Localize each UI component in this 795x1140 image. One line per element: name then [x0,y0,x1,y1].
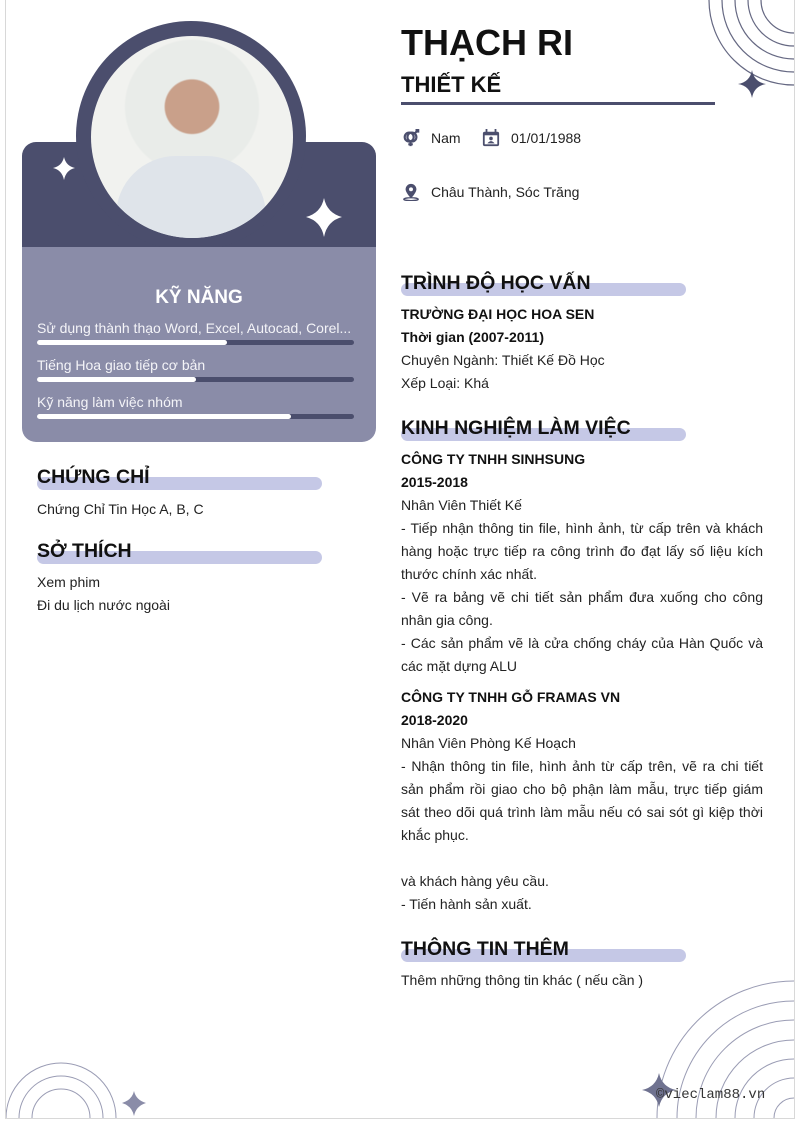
job-title: THIẾT KẾ [401,72,502,97]
watermark: ©vieclam88.vn [656,1087,766,1103]
skill-bar [37,414,354,419]
job-description: - Vẽ ra bảng vẽ chi tiết sản phẩm đưa xuống cho công nhân gia công. [401,589,763,628]
skill-label: Sử dụng thành thạo Word, Excel, Autocad, Corel... [37,320,352,336]
education-time: Thời gian (2007-2011) [401,329,545,345]
job-position: Nhân Viên Thiết Kế [401,497,522,513]
school-name: TRƯỜNG ĐẠI HỌC HOA SEN [401,306,595,322]
gender-value: Nam [431,130,461,146]
skill-bar [37,377,354,382]
calendar-icon [482,129,500,147]
job-description: - Tiến hành sản xuất. [401,896,532,912]
job-position: Nhân Viên Phòng Kế Hoạch [401,735,576,751]
job-description: và khách hàng yêu cầu. [401,873,549,889]
job-description: - Các sản phẩm vẽ là cửa chống cháy của Hàn Quốc và các mặt dựng ALU [401,635,763,674]
education-heading: TRÌNH ĐỘ HỌC VẤN [401,272,591,295]
additional-text: Thêm những thông tin khác ( nếu cần ) [401,972,644,988]
additional-heading: THÔNG TIN THÊM [401,938,569,961]
job-description: - Nhận thông tin file, hình ảnh từ cấp trên, vẽ ra chi tiết sản phẩm rồi giao cho bộ phận làm mẫu, trực tiếp giám sát theo dõi quá trình làm mẫu nếu có sai sót gì kiệp thời khắc phục. [401,758,763,843]
job-period: 2015-2018 [401,474,468,490]
certificate-item: Chứng Chỉ Tin Học A, B, C [37,501,204,517]
company-name: CÔNG TY TNHH GỖ FRAMAS VN [401,689,621,705]
sparkle-icon [53,157,75,180]
skill-bar-fill [37,414,291,419]
candidate-name: THẠCH RI [401,22,573,63]
location-icon [402,183,420,201]
hobbies-heading: SỞ THÍCH [37,540,132,563]
job-description: - Tiếp nhận thông tin file, hình ảnh, từ cấp trên và khách hàng hoặc trực tiếp ra công trình đo đạt lấy số liệu kích thước chính xác nhất. [401,520,763,582]
sparkle-icon [306,198,342,237]
header-sparkles [6,0,386,260]
skill-bar [37,340,354,345]
company-name: CÔNG TY TNHH SINHSUNG [401,451,586,467]
skills-panel [22,247,376,442]
education-grade: Xếp Loại: Khá [401,375,489,391]
skill-label: Kỹ năng làm việc nhóm [37,394,183,410]
experience-heading: KINH NGHIỆM LÀM VIỆC [401,417,631,440]
cv-page [5,0,795,1119]
skill-bar-fill [37,377,196,382]
hobby-item: Đi du lịch nước ngoài [37,597,170,613]
job-period: 2018-2020 [401,712,468,728]
skills-title: KỸ NĂNG [155,287,243,308]
education-major: Chuyên Ngành: Thiết Kế Đồ Học [401,352,605,368]
sparkle-icon [122,1091,146,1116]
gender-icon [402,129,420,147]
sparkle-icon [738,70,766,98]
title-divider [401,102,715,105]
skill-bar-fill [37,340,227,345]
skill-label: Tiếng Hoa giao tiếp cơ bản [37,357,206,373]
certificates-heading: CHỨNG CHỈ [37,466,150,489]
hobby-item: Xem phim [37,574,101,590]
address-value: Châu Thành, Sóc Trăng [431,184,580,200]
birthday-value: 01/01/1988 [511,130,582,146]
